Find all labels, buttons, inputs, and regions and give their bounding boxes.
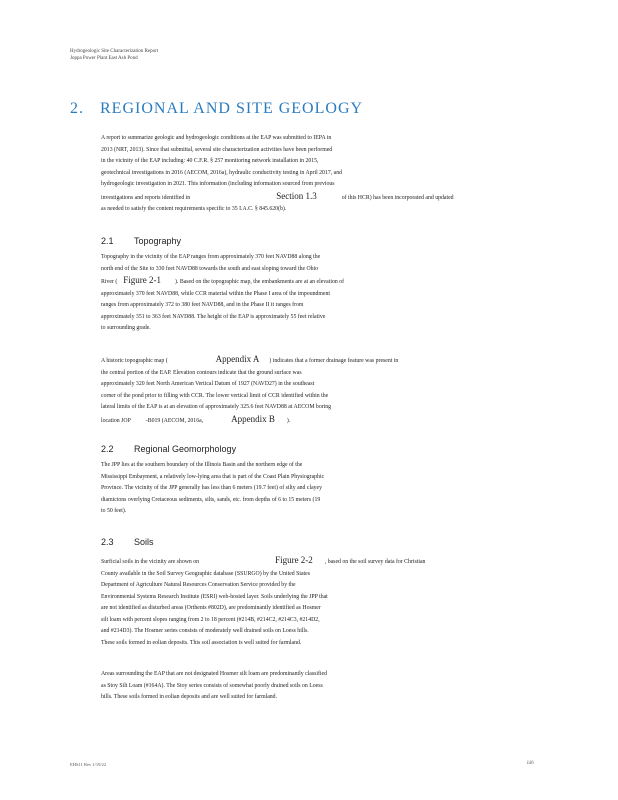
text-segment: ). Based on the topographic map, the embankments are at an elevation of xyxy=(175,279,345,285)
text-line: Topography in the vicinity of the EAP ranges from approximately 370 feet NAVD88 along the xyxy=(101,254,321,260)
text-segment: A historic topographic map ( xyxy=(101,358,168,364)
figure-link[interactable]: Figure 2-1 xyxy=(123,275,162,285)
section-link[interactable]: Section 1.3 xyxy=(276,190,317,201)
text-line: Environmental Systems Research Institute (ESRI) web-hosted layer. Soils underlying the JPP that xyxy=(101,593,328,600)
section-number: 2.1 xyxy=(101,236,114,246)
chapter-title-text: REGIONAL AND SITE GEOLOGY xyxy=(100,100,364,117)
text-segment: investigations and reports identified in xyxy=(101,194,191,201)
text-line: the central portion of the EAP. Elevation contours indicate that the ground surface was xyxy=(101,369,302,376)
text-line: 2013 (NRT, 2013). Since that submittal, several site characterization activities have been performed xyxy=(101,146,333,153)
text-segment: location JOP xyxy=(101,417,131,424)
text-segment: -B019 (AECOM, 2016a, xyxy=(145,417,204,424)
text-line: diamictons overlying Cretaceous sediments, silts, sands, etc. from depths of 6 to 15 meters (19 xyxy=(101,496,321,503)
running-header xyxy=(70,48,158,62)
text-line: to 50 feet). xyxy=(101,508,127,514)
chapter-title xyxy=(70,100,363,118)
text-line: Department of Agriculture Natural Resources Conservation Service provided by the xyxy=(101,582,296,588)
text-line: geotechnical investigations in 2016 (AECOM, 2016a), hydraulic conductivity testing in April 2017, and xyxy=(101,169,343,176)
text-line: County available in the Soil Survey Geographic database (SSURGO) by the United States xyxy=(101,570,310,577)
text-line xyxy=(101,275,476,289)
text-segment: Surficial soils in the vicinity are shown on xyxy=(101,559,200,565)
text-line: Mississippi Embayment, a relatively low-lying area that is part of the Coast Plain Physiographic xyxy=(101,473,325,480)
text-line xyxy=(101,354,476,368)
text-line: lateral limits of the EAP is at an elevation of approximately 325.6 feet NAVD88 at AECOM boring xyxy=(101,404,332,410)
section-heading-geomorphology xyxy=(101,444,236,454)
text-line: and #214D3). The Hosmer series consists of moderately well drained soils on Loess hills. xyxy=(101,628,309,634)
text-line: to surrounding grade. xyxy=(101,325,151,331)
text-line: north end of the Site to 330 feet NAVD88 towards the south and east sloping toward the Ohio xyxy=(101,265,319,272)
text-line: approximately 370 feet NAVD88, while CCR material within the Phase I area of the impoundment xyxy=(101,290,330,297)
text-line: A report to summarize geologic and hydrogeologic conditions at the EAP was submitted to IEPA in xyxy=(101,135,332,141)
text-line: silt loam with percent slopes ranging from 2 to 18 percent (#214B, #214C2, #214C3, #214D2, xyxy=(101,616,320,623)
topography-paragraph-2 xyxy=(101,354,476,427)
text-segment: ). xyxy=(286,417,291,424)
text-line: ranges from approximately 372 to 380 feet NAVD88, and in the Phase II it ranges from xyxy=(101,302,304,308)
appendix-link[interactable]: Appendix B xyxy=(231,413,275,424)
chapter-number: 2. xyxy=(70,100,84,117)
text-line xyxy=(101,414,476,428)
geomorphology-paragraph xyxy=(101,460,476,518)
text-segment: River ( xyxy=(101,279,118,285)
text-line: in the vicinity of the EAP including: 40 C.F.R. § 257 monitoring network installation in 2015, xyxy=(101,158,319,164)
text-line: as Stoy Silt Loam (#164A). The Stoy series consists of somewhat poorly drained soils on Loess xyxy=(101,682,323,689)
header-line-2: Joppa Power Plant East Ash Pond xyxy=(70,56,138,61)
page-number: iii6 xyxy=(527,761,534,766)
header-line-1: Hydrogeologic Site Characterization Report xyxy=(70,49,159,54)
text-segment: , based on the soil survey data for Christian xyxy=(324,559,426,565)
soils-paragraph-1 xyxy=(101,555,476,649)
section-number: 2.3 xyxy=(101,537,114,547)
text-segment: of this HCR) has been incorporated and updated xyxy=(341,194,454,201)
section-heading-soils xyxy=(101,537,154,547)
text-line: are not identified as disturbed areas (Orthents #802D), are predominantly identified as Hosmer xyxy=(101,605,321,611)
intro-paragraph xyxy=(101,133,476,216)
text-line: as needed to satisfy the content requirements specific to 35 I.A.C. § 845.620(b). xyxy=(101,206,287,212)
section-heading-topography xyxy=(101,236,181,246)
text-line: hills. These soils formed in eolian deposits and are well suited for farmland. xyxy=(101,694,278,700)
text-segment: ) indicates that a former drainage feature was present in xyxy=(269,358,399,364)
text-line: approximately 351 to 363 feet NAVD88. The height of the EAP is approximately 55 feet relative xyxy=(101,313,326,320)
text-line: hydrogeologic investigation in 2021. This information (including information sourced from previous xyxy=(101,181,335,187)
text-line: Province. The vicinity of the JPP generally has less than 6 meters (19.7 feet) of silty and clayey xyxy=(101,485,323,491)
section-title: Soils xyxy=(134,537,154,547)
text-line: Areas surrounding the EAP that are not designated Hosmer silt loam are predominantly classified xyxy=(101,671,327,677)
text-line: The JPP lies at the southern boundary of the Illinois Basin and the northern edge of the xyxy=(101,462,303,468)
topography-paragraph-1 xyxy=(101,252,476,335)
figure-link[interactable]: Figure 2-2 xyxy=(275,555,313,565)
appendix-link[interactable]: Appendix A xyxy=(215,354,260,364)
text-line xyxy=(101,555,476,569)
text-line: approximately 320 feet North American Vertical Datum of 1927 (NAVD27) in the southeast xyxy=(101,381,315,387)
section-number: 2.2 xyxy=(101,444,114,454)
text-line: These soils formed in eolian deposits. This soil association is well suited for farmland. xyxy=(101,639,302,646)
text-line: corner of the pond prior to filling with CCR. The lower vertical limit of CCR identified within the xyxy=(101,392,329,399)
footer-document-id: EHS11 Rev 1/19/22 xyxy=(70,762,107,767)
section-title: Regional Geomorphology xyxy=(134,444,237,454)
text-line xyxy=(101,191,476,205)
section-title: Topography xyxy=(134,236,182,246)
soils-paragraph-2 xyxy=(101,669,476,704)
